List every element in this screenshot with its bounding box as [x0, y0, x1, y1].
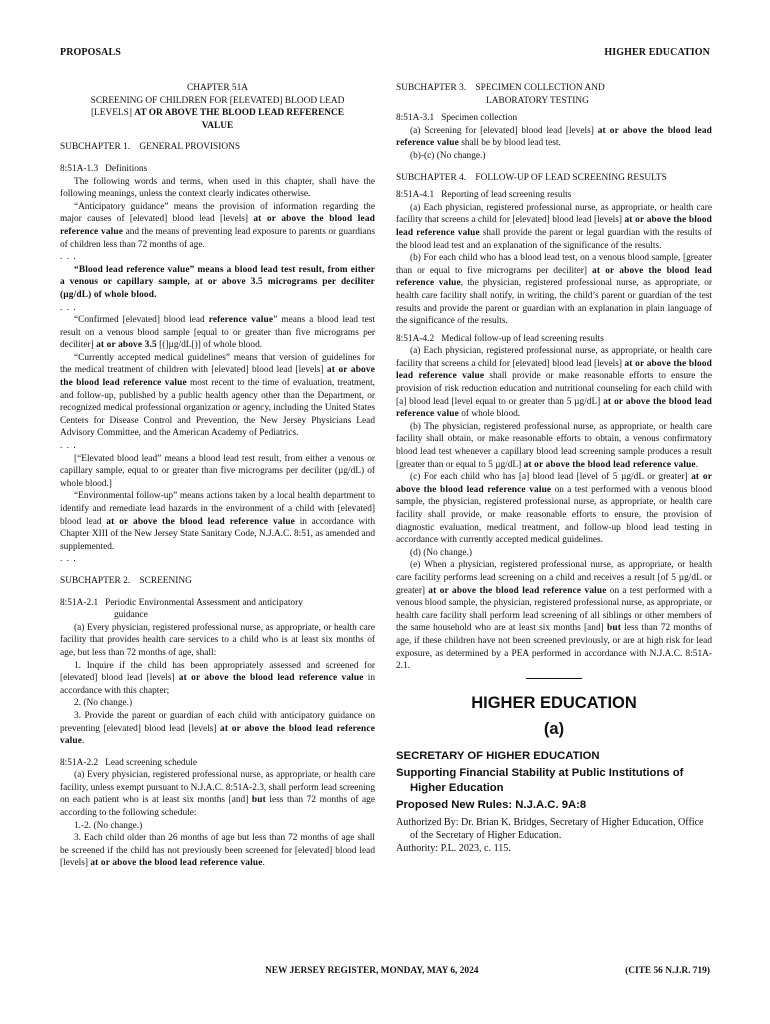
paragraph: “Environmental follow-up” means actions taken by a local health department to identify and remediate lead hazards in the environment of a child with [elevated] blood lead at or above the blood lead reference value in accordance with Chapter XIII of the New Jersey State Sanitary Code, N.J.A.C. 8:51, as amended and supplemented. [60, 491, 375, 552]
paragraph: “Blood lead reference value” means a blood lead test result, from either a venous or capillary sample, at or above 3.5 micrograms per deciliter (µg/dL) of whole blood. [60, 264, 375, 300]
paragraph: (b) For each child who has a blood lead test, on a venous blood sample, [greater than or equal to five micrograms per deciliter] at or above the blood lead reference value, the physician, registered professional nurse, as appropriate, or health care facility shall notify, in writing, the child’s parent or guardian of the test results and provide the parent or guardian with an explanation in plain language of the significance of the results. [396, 253, 712, 327]
chapter-title-line: [LEVELS] AT OR ABOVE THE BLOOD LEAD REFERENCE [90, 108, 345, 119]
paragraph: 2. (No change.) [74, 698, 133, 709]
paragraph: 3. Each child older than 26 months of age but less than 72 months of age shall be screened if the child has not previously been screened for [elevated] blood lead [levels] at or above the blood lead reference value. [60, 833, 375, 869]
paragraph: 1.-2. (No change.) [74, 820, 143, 831]
paragraph: (a) Every physician, registered professional nurse, as appropriate, or health care facility that provides health care services to a child who is at least six months of age, but less than 72 months of age, shall: [60, 622, 375, 658]
ellipsis: . . . [60, 554, 77, 565]
right-column [396, 82, 712, 855]
subject-heading: Supporting Financial Stability at Public Institutions of Higher Education [396, 767, 684, 794]
section-heading: 8:51A-3.1 Specimen collection [396, 113, 518, 124]
paragraph: The following words and terms, when used in this chapter, shall have the following meanings, unless the context clearly indicates otherwise. [60, 176, 375, 200]
chapter-number: CHAPTER 51A [187, 83, 248, 93]
chapter-title-line: VALUE [201, 120, 234, 131]
paragraph: (b) The physician, registered professional nurse, as appropriate, or health care facility shall obtain, or make reasonable efforts to obtain, a venous confirmatory blood lead test whenever a capillary blood lead screening sample produces a result [greater than or equal to 5 µg/dL] at or above the blood lead reference value. [396, 421, 712, 470]
footer-citation: (CITE 56 N.J.R. 719) [625, 966, 710, 976]
subchapter-heading: SUBCHAPTER 4. FOLLOW-UP OF LEAD SCREENING RESULTS [396, 172, 667, 183]
left-column [60, 82, 375, 870]
section-title: HIGHER EDUCATION [471, 693, 637, 712]
subchapter-heading: SUBCHAPTER 2. SCREENING [60, 575, 192, 586]
paragraph: (a) Each physician, registered professional nurse, as appropriate, or health care facility that screens a child for [elevated] blood lead [levels] at or above the blood lead reference value shall provide or make reasonable efforts to ensure the provision of risk reduction education and nutritional counseling for each child with [a] blood lead [level equal to or greater than 5 µg/dL] at or above the blood lead reference value of whole blood. [396, 346, 712, 420]
paragraph: “Confirmed [elevated] blood lead reference value” means a blood lead test result on a venous blood sample [equal to or greater than five micrograms per deciliter] at or above 3.5 [(]µg/dL[)] of whole blood. [60, 315, 375, 351]
subchapter-heading-cont: LABORATORY TESTING [486, 95, 589, 106]
section-heading: 8:51A-2.2 Lead screening schedule [60, 757, 197, 768]
paragraph: (a) Screening for [elevated] blood lead [levels] at or above the blood lead reference value shall be by blood lead test. [396, 125, 712, 149]
authority: Authority: P.L. 2023, c. 115. [396, 842, 511, 854]
ellipsis: . . . [60, 302, 77, 313]
paragraph: “Currently accepted medical guidelines” means that version of guidelines for the medical treatment of children with [elevated] blood lead [levels] at or above the blood lead reference value most recent to the time of evaluation, treatment, and follow-up, published by a public health agency other than the Department, or recognized medical professional organization or agency, including the United States Centers for Disease Control and Prevention, the New Jersey Physicians Lead Advisory Committee, and the American Academy of Pediatrics. [60, 352, 375, 439]
paragraph: (c) For each child who has [a] blood lead [level of 5 µg/dL or greater] at or above the blood lead reference value on a test performed with a venous blood sample, the physician, registered professional nurse, as appropriate, or health care facility shall provide, or make reasonable efforts to ensure, the provision of diagnostic evaluation, medical treatment, and follow-up blood lead testing in accordance with currently accepted medical guidelines. [396, 472, 712, 546]
paragraph: 3. Provide the parent or guardian of each child with anticipatory guidance on preventing [elevated] blood lead [levels] at or above the blood lead reference value. [60, 710, 375, 747]
ellipsis: . . . [60, 252, 77, 263]
subchapter-heading: SUBCHAPTER 1. GENERAL PROVISIONS [60, 142, 241, 153]
section-heading: 8:51A-4.2 Medical follow-up of lead screening results [396, 333, 604, 344]
paragraph: (a) Each physician, registered professional nurse, as appropriate, or health care facility that screens a child for [elevated] blood lead [levels] at or above the blood lead reference value shall provide the parent or legal guardian with the results of the blood lead test and an explanation of the significance of the results. [396, 202, 712, 251]
paragraph: (e) When a physician, registered professional nurse, as appropriate, or health care facility performs lead screening on a child and receives a result [of 5 µg/dL or greater] at or above the blood lead reference value on a test performed with a venous blood sample, the physician, registered professional nurse, as appropriate, or health care facility shall perform lead screening of all siblings or other members of the same household who are at least six months [and] but less than 72 months of age, if these children have not been screened previously, or are at high risk for lead exposure, as determined by a PEA performed in accordance with N.J.A.C. 8:51A-2.1. [396, 560, 712, 672]
running-header-right: HIGHER EDUCATION [604, 47, 710, 58]
paragraph: (a) Every physician, registered professional nurse, as appropriate, or health care facility, unless exempt pursuant to N.J.A.C. 8:51A-2.3, shall perform lead screening on each patient who is at least six months [and] but less than 72 months of age according to the following schedule: [60, 770, 375, 819]
running-header-left: PROPOSALS [60, 47, 121, 58]
authorized-by: Authorized By: Dr. Brian K. Bridges, Secretary of Higher Education, Office of the Secretary of Higher Education. [396, 816, 704, 841]
proposed-rules-heading: Proposed New Rules: N.J.A.C. 9A:8 [396, 799, 587, 812]
paragraph: (d) (No change.) [410, 547, 473, 558]
footer-register-date: NEW JERSEY REGISTER, MONDAY, MAY 6, 2024 [265, 966, 479, 976]
ellipsis: . . . [60, 441, 77, 452]
section-heading: 8:51A-4.1 Reporting of lead screening results [396, 190, 572, 201]
paragraph: (b)-(c) (No change.) [410, 150, 486, 161]
chapter-title-line: SCREENING OF CHILDREN FOR [ELEVATED] BLOOD LEAD [90, 95, 345, 106]
subchapter-heading: SUBCHAPTER 3. SPECIMEN COLLECTION AND [396, 83, 605, 93]
agency-heading: SECRETARY OF HIGHER EDUCATION [396, 749, 600, 762]
section-heading: 8:51A-2.1 Periodic Environmental Assessment and anticipatory [60, 597, 303, 608]
paragraph: [“Elevated blood lead” means a blood lead test result, from either a venous or capillary sample, equal to or greater than five micrograms per deciliter (µg/dL) of whole blood.] [60, 453, 375, 489]
paragraph: “Anticipatory guidance” means the provision of information regarding the major causes of [elevated] blood lead [levels] at or above the blood lead reference value and the means of preventing lead exposure to parents or guardians of children less than 72 months of age. [60, 201, 376, 250]
paragraph: 1. Inquire if the child has been appropriately assessed and screened for [elevated] blood lead [levels] at or above the blood lead reference value in accordance with this chapter; [60, 660, 375, 696]
section-letter: (a) [543, 719, 565, 738]
section-heading-cont: guidance [114, 610, 148, 621]
section-heading: 8:51A-1.3 Definitions [60, 163, 148, 174]
